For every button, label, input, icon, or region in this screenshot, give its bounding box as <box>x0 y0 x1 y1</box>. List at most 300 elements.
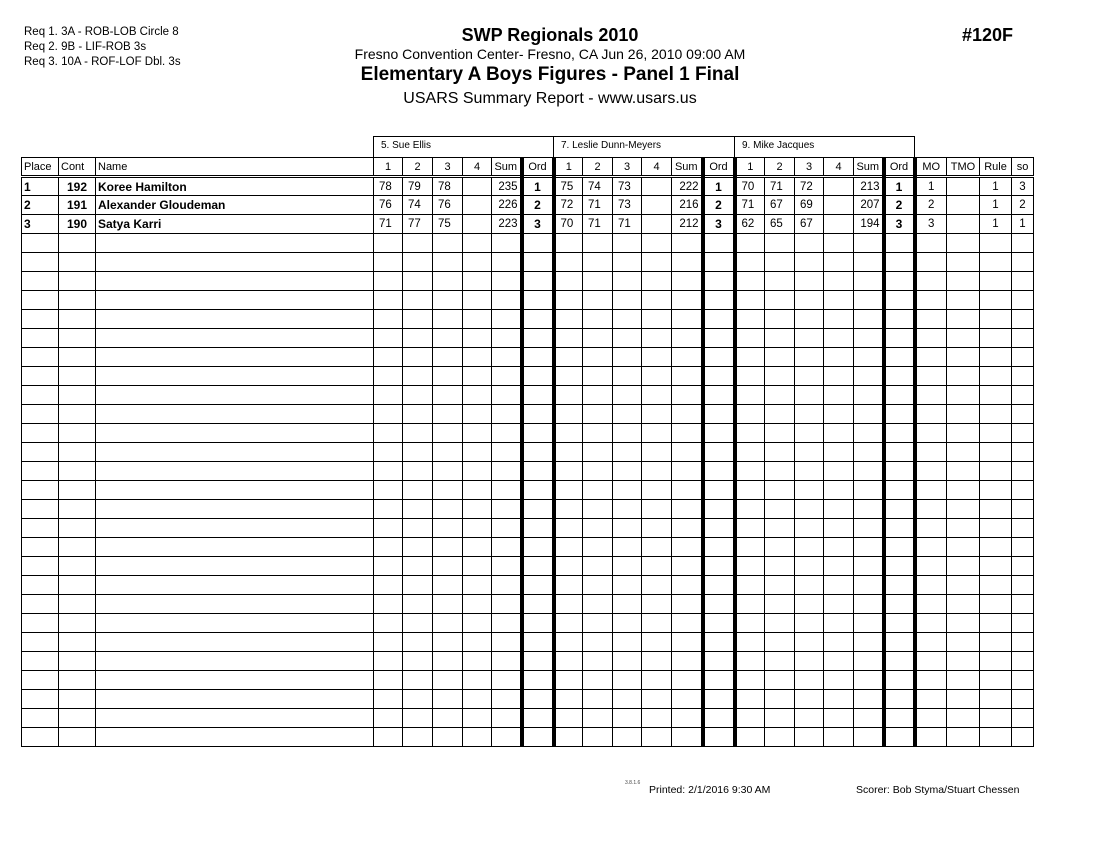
score-f3-cell <box>613 234 642 253</box>
score-f1-cell <box>554 538 583 557</box>
score-f4-cell <box>824 310 854 329</box>
sum-cell <box>854 576 884 595</box>
score-f3-cell <box>433 291 463 310</box>
name-cell: Satya Karri <box>96 215 374 234</box>
score-f2-cell <box>765 443 795 462</box>
score-f2-cell <box>403 443 433 462</box>
score-f3-cell <box>795 424 824 443</box>
cont-cell <box>59 443 96 462</box>
score-f4-cell <box>463 386 492 405</box>
ordinal-cell: 3 <box>884 215 915 234</box>
score-f1-cell <box>735 405 765 424</box>
score-f4-cell <box>463 215 492 234</box>
tmo-cell <box>947 652 980 671</box>
cont-cell <box>59 728 96 747</box>
cont-cell <box>59 348 96 367</box>
ordinal-cell <box>522 481 554 500</box>
sum-cell <box>672 690 703 709</box>
cont-cell <box>59 671 96 690</box>
score-f1-cell <box>374 709 403 728</box>
ordinal-cell <box>522 234 554 253</box>
judge-header-1: 5. Sue Ellis <box>373 136 554 157</box>
cont-cell <box>59 519 96 538</box>
score-f3-cell: 78 <box>433 177 463 196</box>
name-cell <box>96 728 374 747</box>
score-f2-cell <box>403 728 433 747</box>
tmo-cell <box>947 196 980 215</box>
rule-cell <box>980 728 1012 747</box>
score-f2-cell <box>765 500 795 519</box>
score-f1-cell <box>735 538 765 557</box>
score-f1-cell <box>735 253 765 272</box>
col-j1-f4: 4 <box>463 158 492 177</box>
score-f4-cell <box>463 367 492 386</box>
col-j1-ord: Ord <box>522 158 554 177</box>
ordinal-cell <box>703 234 735 253</box>
ordinal-cell <box>703 348 735 367</box>
score-f2-cell <box>583 557 613 576</box>
ordinal-cell: 1 <box>703 177 735 196</box>
scorer-label: Scorer: Bob Styma/Stuart Chessen <box>856 784 1020 796</box>
place-cell <box>22 671 59 690</box>
score-f1-cell: 72 <box>554 196 583 215</box>
score-f3-cell <box>613 443 642 462</box>
cont-cell <box>59 481 96 500</box>
ordinal-cell: 2 <box>884 196 915 215</box>
score-f2-cell <box>403 690 433 709</box>
rule-cell <box>980 652 1012 671</box>
cont-cell <box>59 234 96 253</box>
sum-cell: 222 <box>672 177 703 196</box>
score-f2-cell <box>765 462 795 481</box>
score-f3-cell <box>433 709 463 728</box>
ordinal-cell <box>884 253 915 272</box>
sum-cell <box>492 310 522 329</box>
sum-cell <box>672 500 703 519</box>
name-cell <box>96 614 374 633</box>
score-f2-cell <box>765 386 795 405</box>
score-f2-cell <box>583 234 613 253</box>
name-cell <box>96 329 374 348</box>
place-cell: 2 <box>22 196 59 215</box>
score-f2-cell: 71 <box>583 215 613 234</box>
score-f4-cell <box>642 557 672 576</box>
ordinal-cell <box>703 291 735 310</box>
name-cell <box>96 405 374 424</box>
judge-header-2: 7. Leslie Dunn-Meyers <box>553 136 735 157</box>
col-place: Place <box>22 158 59 177</box>
table-row <box>22 633 1034 652</box>
score-f2-cell <box>583 386 613 405</box>
rule-cell <box>980 386 1012 405</box>
rule-cell: 1 <box>980 215 1012 234</box>
cont-cell <box>59 386 96 405</box>
sum-cell <box>672 652 703 671</box>
score-f4-cell <box>824 481 854 500</box>
score-f2-cell <box>583 500 613 519</box>
score-f1-cell <box>735 481 765 500</box>
ordinal-cell <box>703 272 735 291</box>
score-f4-cell <box>463 576 492 595</box>
col-j3-sum: Sum <box>854 158 884 177</box>
mo-cell <box>915 234 947 253</box>
score-f4-cell <box>642 519 672 538</box>
score-f4-cell <box>642 709 672 728</box>
sum-cell <box>492 576 522 595</box>
score-f4-cell <box>824 234 854 253</box>
ordinal-cell <box>522 614 554 633</box>
tmo-cell <box>947 329 980 348</box>
sum-cell <box>672 291 703 310</box>
score-f3-cell <box>433 633 463 652</box>
score-f3-cell <box>613 519 642 538</box>
place-cell <box>22 576 59 595</box>
col-j1-f3: 3 <box>433 158 463 177</box>
rule-cell <box>980 253 1012 272</box>
score-f1-cell <box>735 424 765 443</box>
table-row <box>22 196 1034 215</box>
score-f3-cell <box>613 595 642 614</box>
score-f1-cell <box>735 652 765 671</box>
score-f2-cell <box>583 329 613 348</box>
score-f2-cell: 74 <box>583 177 613 196</box>
ordinal-cell <box>522 310 554 329</box>
score-f4-cell <box>824 614 854 633</box>
ordinal-cell <box>884 424 915 443</box>
sum-cell <box>492 595 522 614</box>
ordinal-cell <box>522 595 554 614</box>
score-f3-cell <box>433 329 463 348</box>
score-f2-cell <box>765 576 795 595</box>
score-f1-cell <box>735 557 765 576</box>
name-cell <box>96 291 374 310</box>
score-f3-cell <box>795 367 824 386</box>
so-cell <box>1012 481 1034 500</box>
ordinal-cell <box>703 462 735 481</box>
mo-cell <box>915 690 947 709</box>
score-f3-cell <box>433 481 463 500</box>
score-f1-cell <box>735 595 765 614</box>
score-f3-cell <box>613 253 642 272</box>
score-f3-cell <box>433 728 463 747</box>
sum-cell <box>492 272 522 291</box>
sum-cell <box>492 652 522 671</box>
score-f2-cell <box>765 728 795 747</box>
so-cell <box>1012 405 1034 424</box>
ordinal-cell <box>884 481 915 500</box>
score-f1-cell <box>374 614 403 633</box>
sum-cell: 223 <box>492 215 522 234</box>
score-f2-cell <box>403 519 433 538</box>
mo-cell: 3 <box>915 215 947 234</box>
table-row <box>22 405 1034 424</box>
rule-cell <box>980 614 1012 633</box>
ordinal-cell <box>884 709 915 728</box>
rule-cell <box>980 405 1012 424</box>
mo-cell <box>915 728 947 747</box>
results-table <box>21 157 1034 747</box>
table-row <box>22 215 1034 234</box>
score-f1-cell <box>554 595 583 614</box>
score-f1-cell <box>554 272 583 291</box>
sum-cell <box>854 728 884 747</box>
mo-cell <box>915 329 947 348</box>
ordinal-cell <box>703 386 735 405</box>
score-f3-cell <box>433 519 463 538</box>
score-f1-cell <box>554 443 583 462</box>
score-f2-cell <box>765 538 795 557</box>
score-f3-cell <box>433 614 463 633</box>
name-cell <box>96 424 374 443</box>
mo-cell <box>915 595 947 614</box>
score-f3-cell <box>613 576 642 595</box>
judge-header-3: 9. Mike Jacques <box>734 136 915 157</box>
score-f4-cell <box>824 671 854 690</box>
score-f3-cell <box>433 671 463 690</box>
name-cell <box>96 595 374 614</box>
ordinal-cell <box>703 329 735 348</box>
score-f3-cell: 67 <box>795 215 824 234</box>
cont-cell <box>59 709 96 728</box>
score-f4-cell <box>642 538 672 557</box>
score-f2-cell <box>403 253 433 272</box>
sum-cell <box>854 652 884 671</box>
sum-cell <box>672 424 703 443</box>
cont-cell <box>59 500 96 519</box>
name-cell <box>96 253 374 272</box>
score-f1-cell: 70 <box>735 177 765 196</box>
score-f4-cell <box>642 386 672 405</box>
score-f3-cell <box>433 557 463 576</box>
name-cell: Alexander Gloudeman <box>96 196 374 215</box>
score-f4-cell <box>642 291 672 310</box>
so-cell <box>1012 272 1034 291</box>
score-f1-cell <box>735 519 765 538</box>
ordinal-cell <box>703 652 735 671</box>
score-f3-cell: 71 <box>613 215 642 234</box>
col-j2-f3: 3 <box>613 158 642 177</box>
score-f4-cell <box>463 253 492 272</box>
rule-cell <box>980 348 1012 367</box>
score-f3-cell <box>433 538 463 557</box>
score-f2-cell <box>403 614 433 633</box>
sum-cell <box>854 348 884 367</box>
score-f3-cell <box>613 614 642 633</box>
place-cell <box>22 234 59 253</box>
cont-cell <box>59 291 96 310</box>
table-row <box>22 424 1034 443</box>
so-cell <box>1012 709 1034 728</box>
score-f1-cell <box>735 443 765 462</box>
tmo-cell <box>947 557 980 576</box>
rule-cell <box>980 671 1012 690</box>
score-f3-cell <box>795 519 824 538</box>
place-cell <box>22 538 59 557</box>
score-f4-cell <box>463 652 492 671</box>
score-f2-cell: 71 <box>765 177 795 196</box>
score-f2-cell <box>765 253 795 272</box>
score-f1-cell <box>554 690 583 709</box>
name-cell <box>96 462 374 481</box>
place-cell <box>22 690 59 709</box>
score-f3-cell <box>795 291 824 310</box>
score-f4-cell <box>824 272 854 291</box>
score-f1-cell <box>554 557 583 576</box>
score-f4-cell <box>642 652 672 671</box>
rule-cell <box>980 519 1012 538</box>
table-row <box>22 177 1034 196</box>
name-cell <box>96 519 374 538</box>
score-f4-cell <box>824 728 854 747</box>
tmo-cell <box>947 709 980 728</box>
ordinal-cell <box>703 671 735 690</box>
tmo-cell <box>947 443 980 462</box>
tmo-cell <box>947 424 980 443</box>
cont-cell <box>59 576 96 595</box>
sum-cell <box>492 671 522 690</box>
table-row <box>22 595 1034 614</box>
score-f2-cell <box>765 367 795 386</box>
score-f1-cell <box>735 386 765 405</box>
col-j1-f1: 1 <box>374 158 403 177</box>
score-f2-cell <box>765 272 795 291</box>
score-f1-cell <box>554 481 583 500</box>
requirement-1: Req 1. 3A - ROB-LOB Circle 8 <box>24 26 179 38</box>
rule-cell <box>980 310 1012 329</box>
score-f1-cell <box>735 728 765 747</box>
score-f4-cell <box>463 348 492 367</box>
ordinal-cell <box>884 728 915 747</box>
score-f1-cell <box>735 671 765 690</box>
score-f1-cell <box>735 462 765 481</box>
ordinal-cell <box>703 709 735 728</box>
score-f1-cell <box>374 500 403 519</box>
sum-cell <box>492 614 522 633</box>
ordinal-cell: 3 <box>522 215 554 234</box>
score-f2-cell <box>583 709 613 728</box>
score-f4-cell <box>642 348 672 367</box>
score-f2-cell <box>765 291 795 310</box>
ordinal-cell <box>884 519 915 538</box>
score-f2-cell: 67 <box>765 196 795 215</box>
score-f3-cell <box>795 462 824 481</box>
score-f1-cell: 78 <box>374 177 403 196</box>
score-f4-cell <box>824 576 854 595</box>
name-cell <box>96 310 374 329</box>
sum-cell <box>672 367 703 386</box>
tmo-cell <box>947 671 980 690</box>
so-cell <box>1012 443 1034 462</box>
sum-cell <box>672 272 703 291</box>
score-f3-cell <box>795 671 824 690</box>
score-f4-cell <box>824 500 854 519</box>
sum-cell <box>492 728 522 747</box>
score-f4-cell <box>642 177 672 196</box>
sum-cell <box>492 481 522 500</box>
score-f3-cell: 75 <box>433 215 463 234</box>
score-f4-cell <box>642 462 672 481</box>
score-f3-cell <box>795 595 824 614</box>
score-f2-cell <box>583 310 613 329</box>
ordinal-cell <box>522 272 554 291</box>
ordinal-cell <box>884 538 915 557</box>
score-f1-cell <box>735 614 765 633</box>
cont-cell: 192 <box>59 177 96 196</box>
so-cell <box>1012 519 1034 538</box>
sum-cell <box>854 329 884 348</box>
ordinal-cell <box>522 443 554 462</box>
rule-cell <box>980 500 1012 519</box>
table-row <box>22 348 1034 367</box>
score-f4-cell <box>824 424 854 443</box>
col-j2-f4: 4 <box>642 158 672 177</box>
score-f3-cell <box>613 690 642 709</box>
score-f2-cell <box>403 557 433 576</box>
ordinal-cell <box>884 234 915 253</box>
score-f3-cell: 72 <box>795 177 824 196</box>
score-f3-cell <box>795 633 824 652</box>
name-cell <box>96 671 374 690</box>
score-f2-cell: 65 <box>765 215 795 234</box>
sum-cell <box>854 614 884 633</box>
score-f4-cell <box>642 253 672 272</box>
table-row <box>22 614 1034 633</box>
score-f1-cell <box>554 500 583 519</box>
score-f3-cell <box>613 272 642 291</box>
score-f2-cell <box>583 614 613 633</box>
score-f2-cell <box>583 690 613 709</box>
mo-cell <box>915 500 947 519</box>
ordinal-cell <box>884 595 915 614</box>
score-f2-cell <box>583 633 613 652</box>
ordinal-cell <box>522 671 554 690</box>
score-f1-cell <box>374 671 403 690</box>
score-f4-cell <box>824 519 854 538</box>
rule-cell <box>980 576 1012 595</box>
score-f2-cell <box>583 576 613 595</box>
col-j3-f3: 3 <box>795 158 824 177</box>
so-cell <box>1012 728 1034 747</box>
score-f1-cell <box>554 348 583 367</box>
so-cell: 2 <box>1012 196 1034 215</box>
score-f1-cell <box>554 367 583 386</box>
col-j1-f2: 2 <box>403 158 433 177</box>
sum-cell <box>672 709 703 728</box>
sum-cell <box>672 310 703 329</box>
score-f1-cell <box>374 234 403 253</box>
score-f1-cell <box>735 291 765 310</box>
sum-cell <box>854 386 884 405</box>
sum-cell <box>492 291 522 310</box>
cont-cell <box>59 272 96 291</box>
score-f3-cell <box>613 538 642 557</box>
cont-cell: 190 <box>59 215 96 234</box>
tmo-cell <box>947 272 980 291</box>
score-f4-cell <box>463 500 492 519</box>
sum-cell <box>854 272 884 291</box>
score-f3-cell <box>613 348 642 367</box>
mo-cell <box>915 462 947 481</box>
cont-cell <box>59 595 96 614</box>
header-row <box>22 158 1034 177</box>
place-cell <box>22 329 59 348</box>
cont-cell <box>59 652 96 671</box>
score-f3-cell <box>433 272 463 291</box>
cont-cell <box>59 405 96 424</box>
place-cell <box>22 633 59 652</box>
score-f3-cell <box>795 538 824 557</box>
tmo-cell <box>947 690 980 709</box>
